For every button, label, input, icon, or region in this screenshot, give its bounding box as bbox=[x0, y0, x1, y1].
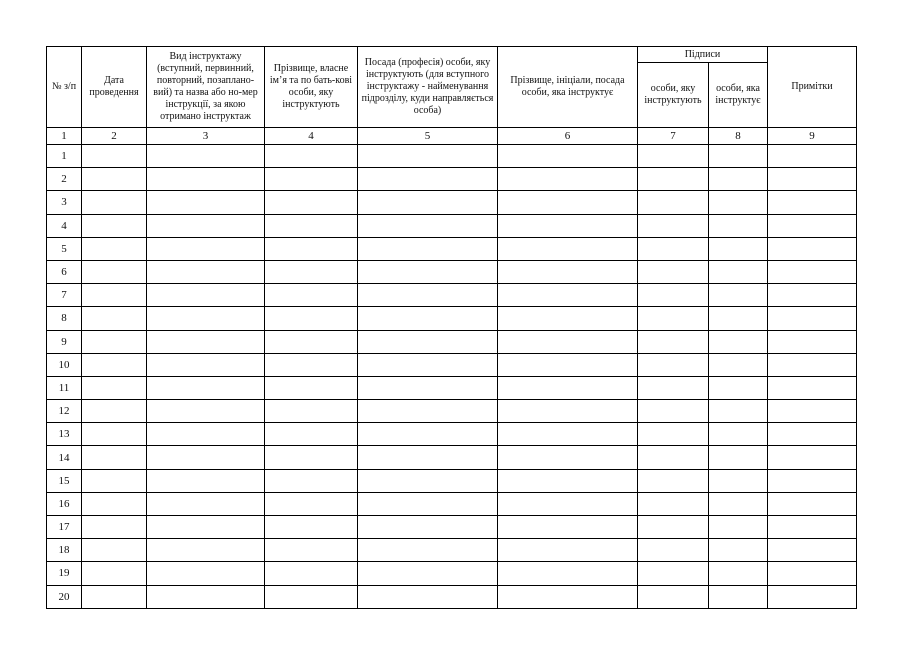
empty-cell[interactable] bbox=[265, 516, 358, 539]
empty-cell[interactable] bbox=[709, 284, 768, 307]
empty-cell[interactable] bbox=[768, 469, 857, 492]
empty-cell[interactable] bbox=[82, 516, 147, 539]
empty-cell[interactable] bbox=[147, 214, 265, 237]
empty-cell[interactable] bbox=[638, 145, 709, 168]
empty-cell[interactable] bbox=[709, 585, 768, 608]
row-number: 20 bbox=[47, 585, 82, 608]
table-row bbox=[47, 330, 857, 353]
empty-cell[interactable] bbox=[498, 168, 638, 191]
empty-cell[interactable] bbox=[82, 585, 147, 608]
row-number: 5 bbox=[47, 237, 82, 260]
table-row bbox=[47, 585, 857, 608]
empty-cell[interactable] bbox=[498, 376, 638, 399]
row-number: 11 bbox=[47, 376, 82, 399]
empty-cell[interactable] bbox=[498, 492, 638, 515]
empty-cell[interactable] bbox=[358, 562, 498, 585]
empty-cell[interactable] bbox=[147, 585, 265, 608]
empty-cell[interactable] bbox=[638, 168, 709, 191]
empty-cell[interactable] bbox=[358, 330, 498, 353]
empty-cell[interactable] bbox=[498, 469, 638, 492]
column-number: 5 bbox=[358, 128, 498, 145]
table-row bbox=[47, 562, 857, 585]
empty-cell[interactable] bbox=[768, 168, 857, 191]
empty-cell[interactable] bbox=[82, 191, 147, 214]
table-row bbox=[47, 307, 857, 330]
empty-cell[interactable] bbox=[358, 191, 498, 214]
empty-cell[interactable] bbox=[265, 168, 358, 191]
empty-cell[interactable] bbox=[709, 168, 768, 191]
table-row bbox=[47, 516, 857, 539]
empty-cell[interactable] bbox=[709, 237, 768, 260]
table-row bbox=[47, 214, 857, 237]
empty-cell[interactable] bbox=[147, 260, 265, 283]
header-notes: Примітки bbox=[768, 47, 857, 128]
header-briefing-type: Вид інструктажу (вступний, первинний, повторний, позаплано-вий) та назва або но-мер інструкції, за якою отримано інструктаж bbox=[147, 47, 265, 128]
header-signature-instructor: особи, яка інструктує bbox=[709, 63, 768, 128]
empty-cell[interactable] bbox=[638, 469, 709, 492]
empty-cell[interactable] bbox=[147, 145, 265, 168]
empty-cell[interactable] bbox=[147, 353, 265, 376]
empty-cell[interactable] bbox=[147, 376, 265, 399]
empty-cell[interactable] bbox=[358, 145, 498, 168]
empty-cell[interactable] bbox=[82, 562, 147, 585]
table-row bbox=[47, 539, 857, 562]
empty-cell[interactable] bbox=[498, 423, 638, 446]
empty-cell[interactable] bbox=[147, 446, 265, 469]
table-body bbox=[47, 145, 857, 609]
empty-cell[interactable] bbox=[638, 307, 709, 330]
empty-cell[interactable] bbox=[82, 284, 147, 307]
empty-cell[interactable] bbox=[498, 353, 638, 376]
empty-cell[interactable] bbox=[768, 585, 857, 608]
empty-cell[interactable] bbox=[498, 585, 638, 608]
empty-cell[interactable] bbox=[638, 492, 709, 515]
empty-cell[interactable] bbox=[638, 353, 709, 376]
empty-cell[interactable] bbox=[82, 469, 147, 492]
row-number: 18 bbox=[47, 539, 82, 562]
empty-cell[interactable] bbox=[147, 168, 265, 191]
empty-cell[interactable] bbox=[358, 168, 498, 191]
empty-cell[interactable] bbox=[768, 400, 857, 423]
empty-cell[interactable] bbox=[358, 469, 498, 492]
empty-cell[interactable] bbox=[638, 446, 709, 469]
empty-cell[interactable] bbox=[638, 214, 709, 237]
empty-cell[interactable] bbox=[265, 562, 358, 585]
empty-cell[interactable] bbox=[265, 284, 358, 307]
empty-cell[interactable] bbox=[638, 376, 709, 399]
briefing-journal-table bbox=[46, 46, 857, 609]
empty-cell[interactable] bbox=[498, 539, 638, 562]
empty-cell[interactable] bbox=[147, 516, 265, 539]
row-number: 3 bbox=[47, 191, 82, 214]
empty-cell[interactable] bbox=[147, 469, 265, 492]
empty-cell[interactable] bbox=[768, 492, 857, 515]
empty-cell[interactable] bbox=[82, 353, 147, 376]
empty-cell[interactable] bbox=[709, 191, 768, 214]
empty-cell[interactable] bbox=[498, 145, 638, 168]
empty-cell[interactable] bbox=[768, 237, 857, 260]
table-row bbox=[47, 168, 857, 191]
empty-cell[interactable] bbox=[82, 260, 147, 283]
empty-cell[interactable] bbox=[358, 400, 498, 423]
empty-cell[interactable] bbox=[768, 353, 857, 376]
empty-cell[interactable] bbox=[265, 307, 358, 330]
empty-cell[interactable] bbox=[265, 237, 358, 260]
empty-cell[interactable] bbox=[768, 284, 857, 307]
header-signature-trainee: особи, яку інструктують bbox=[638, 63, 709, 128]
empty-cell[interactable] bbox=[498, 516, 638, 539]
empty-cell[interactable] bbox=[768, 330, 857, 353]
empty-cell[interactable] bbox=[265, 191, 358, 214]
empty-cell[interactable] bbox=[638, 516, 709, 539]
column-number: 9 bbox=[768, 128, 857, 145]
empty-cell[interactable] bbox=[358, 585, 498, 608]
empty-cell[interactable] bbox=[82, 539, 147, 562]
empty-cell[interactable] bbox=[768, 260, 857, 283]
empty-cell[interactable] bbox=[709, 539, 768, 562]
column-number: 4 bbox=[265, 128, 358, 145]
empty-cell[interactable] bbox=[82, 492, 147, 515]
empty-cell[interactable] bbox=[147, 330, 265, 353]
empty-cell[interactable] bbox=[358, 307, 498, 330]
empty-cell[interactable] bbox=[147, 562, 265, 585]
empty-cell[interactable] bbox=[498, 307, 638, 330]
empty-cell[interactable] bbox=[358, 353, 498, 376]
empty-cell[interactable] bbox=[709, 446, 768, 469]
empty-cell[interactable] bbox=[265, 145, 358, 168]
table-row bbox=[47, 191, 857, 214]
column-number: 1 bbox=[47, 128, 82, 145]
empty-cell[interactable] bbox=[147, 423, 265, 446]
row-number: 1 bbox=[47, 145, 82, 168]
header-row-number: № з/п bbox=[47, 47, 82, 128]
empty-cell[interactable] bbox=[638, 423, 709, 446]
empty-cell[interactable] bbox=[82, 423, 147, 446]
empty-cell[interactable] bbox=[709, 145, 768, 168]
empty-cell[interactable] bbox=[82, 307, 147, 330]
column-number: 8 bbox=[709, 128, 768, 145]
empty-cell[interactable] bbox=[768, 214, 857, 237]
empty-cell[interactable] bbox=[498, 237, 638, 260]
empty-cell[interactable] bbox=[265, 400, 358, 423]
empty-cell[interactable] bbox=[709, 423, 768, 446]
empty-cell[interactable] bbox=[147, 539, 265, 562]
table-row bbox=[47, 237, 857, 260]
empty-cell[interactable] bbox=[709, 330, 768, 353]
empty-cell[interactable] bbox=[768, 191, 857, 214]
empty-cell[interactable] bbox=[638, 284, 709, 307]
empty-cell[interactable] bbox=[768, 307, 857, 330]
empty-cell[interactable] bbox=[498, 260, 638, 283]
empty-cell[interactable] bbox=[265, 214, 358, 237]
row-number: 6 bbox=[47, 260, 82, 283]
row-number: 9 bbox=[47, 330, 82, 353]
empty-cell[interactable] bbox=[709, 260, 768, 283]
empty-cell[interactable] bbox=[638, 400, 709, 423]
empty-cell[interactable] bbox=[768, 376, 857, 399]
empty-cell[interactable] bbox=[638, 562, 709, 585]
empty-cell[interactable] bbox=[768, 516, 857, 539]
row-number: 17 bbox=[47, 516, 82, 539]
row-number: 13 bbox=[47, 423, 82, 446]
empty-cell[interactable] bbox=[265, 446, 358, 469]
empty-cell[interactable] bbox=[638, 585, 709, 608]
empty-cell[interactable] bbox=[265, 585, 358, 608]
table-row bbox=[47, 284, 857, 307]
empty-cell[interactable] bbox=[709, 400, 768, 423]
empty-cell[interactable] bbox=[709, 492, 768, 515]
empty-cell[interactable] bbox=[358, 214, 498, 237]
empty-cell[interactable] bbox=[358, 516, 498, 539]
empty-cell[interactable] bbox=[265, 423, 358, 446]
empty-cell[interactable] bbox=[147, 284, 265, 307]
table-row bbox=[47, 446, 857, 469]
empty-cell[interactable] bbox=[82, 237, 147, 260]
empty-cell[interactable] bbox=[82, 400, 147, 423]
empty-cell[interactable] bbox=[498, 284, 638, 307]
table-row bbox=[47, 145, 857, 168]
empty-cell[interactable] bbox=[709, 214, 768, 237]
header-trainee-name: Прізвище, власне ім’я та по бать-кові особи, яку інструктують bbox=[265, 47, 358, 128]
header-date: Дата проведення bbox=[82, 47, 147, 128]
empty-cell[interactable] bbox=[82, 214, 147, 237]
empty-cell[interactable] bbox=[768, 446, 857, 469]
empty-cell[interactable] bbox=[498, 446, 638, 469]
row-number: 10 bbox=[47, 353, 82, 376]
row-number: 4 bbox=[47, 214, 82, 237]
empty-cell[interactable] bbox=[709, 307, 768, 330]
table-row bbox=[47, 353, 857, 376]
empty-cell[interactable] bbox=[82, 145, 147, 168]
row-number: 8 bbox=[47, 307, 82, 330]
empty-cell[interactable] bbox=[265, 353, 358, 376]
empty-cell[interactable] bbox=[638, 237, 709, 260]
row-number: 19 bbox=[47, 562, 82, 585]
header-signatures: Підписи bbox=[638, 47, 768, 63]
empty-cell[interactable] bbox=[768, 562, 857, 585]
empty-cell[interactable] bbox=[265, 539, 358, 562]
empty-cell[interactable] bbox=[265, 376, 358, 399]
empty-cell[interactable] bbox=[358, 492, 498, 515]
empty-cell[interactable] bbox=[358, 423, 498, 446]
table-row bbox=[47, 492, 857, 515]
empty-cell[interactable] bbox=[638, 260, 709, 283]
table-row bbox=[47, 400, 857, 423]
column-number: 6 bbox=[498, 128, 638, 145]
empty-cell[interactable] bbox=[768, 539, 857, 562]
row-number: 16 bbox=[47, 492, 82, 515]
column-number: 7 bbox=[638, 128, 709, 145]
empty-cell[interactable] bbox=[768, 423, 857, 446]
column-number: 3 bbox=[147, 128, 265, 145]
empty-cell[interactable] bbox=[147, 237, 265, 260]
empty-cell[interactable] bbox=[638, 191, 709, 214]
empty-cell[interactable] bbox=[82, 330, 147, 353]
empty-cell[interactable] bbox=[82, 168, 147, 191]
column-number: 2 bbox=[82, 128, 147, 145]
header-trainee-position: Посада (професія) особи, яку інструктують (для вступного інструктажу - найменування підрозділу, куди направляється особа) bbox=[358, 47, 498, 128]
row-number: 12 bbox=[47, 400, 82, 423]
empty-cell[interactable] bbox=[498, 400, 638, 423]
empty-cell[interactable] bbox=[498, 214, 638, 237]
table-row bbox=[47, 376, 857, 399]
row-number: 2 bbox=[47, 168, 82, 191]
empty-cell[interactable] bbox=[358, 539, 498, 562]
table-row bbox=[47, 469, 857, 492]
empty-cell[interactable] bbox=[709, 469, 768, 492]
empty-cell[interactable] bbox=[147, 400, 265, 423]
empty-cell[interactable] bbox=[709, 353, 768, 376]
empty-cell[interactable] bbox=[709, 562, 768, 585]
empty-cell[interactable] bbox=[768, 145, 857, 168]
empty-cell[interactable] bbox=[709, 376, 768, 399]
empty-cell[interactable] bbox=[638, 330, 709, 353]
empty-cell[interactable] bbox=[498, 562, 638, 585]
empty-cell[interactable] bbox=[498, 191, 638, 214]
empty-cell[interactable] bbox=[265, 260, 358, 283]
empty-cell[interactable] bbox=[358, 446, 498, 469]
empty-cell[interactable] bbox=[265, 330, 358, 353]
row-number: 14 bbox=[47, 446, 82, 469]
empty-cell[interactable] bbox=[358, 376, 498, 399]
table-row bbox=[47, 260, 857, 283]
row-number: 7 bbox=[47, 284, 82, 307]
empty-cell[interactable] bbox=[358, 260, 498, 283]
empty-cell[interactable] bbox=[638, 539, 709, 562]
empty-cell[interactable] bbox=[147, 492, 265, 515]
empty-cell[interactable] bbox=[265, 469, 358, 492]
empty-cell[interactable] bbox=[358, 237, 498, 260]
empty-cell[interactable] bbox=[82, 446, 147, 469]
empty-cell[interactable] bbox=[82, 376, 147, 399]
empty-cell[interactable] bbox=[498, 330, 638, 353]
header-instructor: Прізвище, ініціали, посада особи, яка інструктує bbox=[498, 47, 638, 128]
row-number: 15 bbox=[47, 469, 82, 492]
empty-cell[interactable] bbox=[147, 191, 265, 214]
empty-cell[interactable] bbox=[265, 492, 358, 515]
empty-cell[interactable] bbox=[147, 307, 265, 330]
empty-cell[interactable] bbox=[358, 284, 498, 307]
table-row bbox=[47, 423, 857, 446]
empty-cell[interactable] bbox=[709, 516, 768, 539]
